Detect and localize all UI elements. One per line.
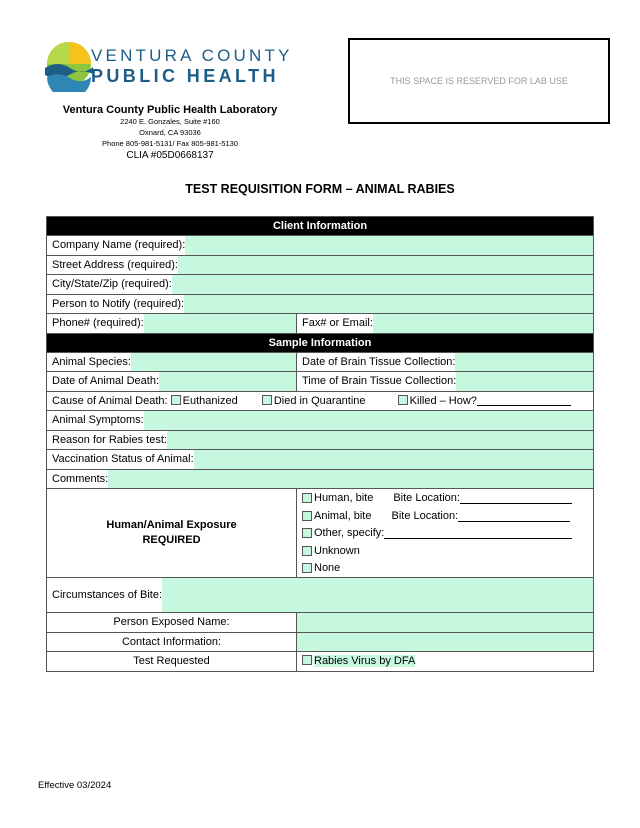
other-specify-field[interactable] <box>384 527 572 539</box>
killed-checkbox[interactable] <box>398 395 408 405</box>
none-label: None <box>314 562 341 574</box>
logo-emblem-icon <box>44 40 94 92</box>
rabies-dfa-label: Rabies Virus by DFA <box>314 655 416 668</box>
form-title: TEST REQUISITION FORM – ANIMAL RABIES <box>185 182 455 196</box>
reason-label: Reason for Rabies test: <box>52 433 167 446</box>
circumstances-label: Circumstances of Bite: <box>52 589 163 601</box>
test-option-cell <box>297 652 594 672</box>
symptoms-field[interactable] <box>144 411 593 430</box>
fax-field[interactable] <box>373 314 593 333</box>
lab-use-box <box>348 38 610 124</box>
death-date-field[interactable] <box>159 372 296 391</box>
symptoms-label: Animal Symptoms: <box>52 414 144 427</box>
exposure-options <box>297 489 594 578</box>
animal-bite-label: Animal, bite <box>314 509 372 522</box>
clia-number: CLIA #05D0668137 <box>126 150 214 161</box>
exposure-required: REQUIRED <box>142 534 201 546</box>
phone-label: Phone# (required): <box>52 317 144 330</box>
fax-label: Fax# or Email: <box>302 317 373 330</box>
sample-info-heading: Sample Information <box>47 333 594 352</box>
city-label: City/State/Zip (required): <box>52 278 172 291</box>
requisition-table <box>46 216 594 672</box>
contact-label: Contact Information: <box>47 632 297 652</box>
euthanized-label: Euthanized <box>182 395 238 408</box>
quarantine-checkbox[interactable] <box>262 395 272 405</box>
other-label: Other, specify: <box>314 527 385 539</box>
vaccination-field[interactable] <box>194 450 593 469</box>
human-bite-location-label: Bite Location: <box>393 492 460 504</box>
brain-time-label: Time of Brain Tissue Collection: <box>302 375 457 388</box>
human-bite-label: Human, bite <box>314 492 374 504</box>
circumstances-field[interactable] <box>162 578 593 612</box>
exposure-title-cell <box>47 489 297 578</box>
person-field[interactable] <box>184 295 593 314</box>
killed-label: Killed – How? <box>409 395 477 408</box>
contact-field[interactable] <box>297 632 594 652</box>
phone-fax: Phone 805-981-5131/ Fax 805-981-5130 <box>102 139 238 148</box>
comments-field[interactable] <box>108 470 593 489</box>
human-bite-location-field[interactable] <box>460 492 572 504</box>
animal-bite-location-field[interactable] <box>458 510 570 522</box>
lab-name: Ventura County Public Health Laboratory <box>62 104 278 116</box>
death-date-label: Date of Animal Death: <box>52 375 160 388</box>
phone-field[interactable] <box>144 314 296 333</box>
brain-time-field[interactable] <box>456 372 593 391</box>
species-field[interactable] <box>131 353 296 372</box>
brain-date-field[interactable] <box>455 353 593 372</box>
logo-line1: VENTURA COUNTY <box>91 46 293 65</box>
rabies-dfa-checkbox[interactable] <box>302 655 312 665</box>
reason-field[interactable] <box>167 431 593 450</box>
effective-date: Effective 03/2024 <box>38 780 112 791</box>
quarantine-label: Died in Quarantine <box>273 395 366 408</box>
animal-bite-location-label: Bite Location: <box>391 509 459 522</box>
test-requested-label: Test Requested <box>47 652 297 672</box>
address-line1: 2240 E. Gonzales, Suite #160 <box>120 117 220 126</box>
animal-bite-checkbox[interactable] <box>302 511 312 521</box>
unknown-checkbox[interactable] <box>302 546 312 556</box>
logo-line2: PUBLIC HEALTH <box>91 66 279 86</box>
human-bite-checkbox[interactable] <box>302 493 312 503</box>
cause-label: Cause of Animal Death: <box>52 395 168 408</box>
lab-use-text: THIS SPACE IS RESERVED FOR LAB USE <box>390 76 568 86</box>
street-label: Street Address (required): <box>52 258 178 271</box>
person-exposed-field[interactable] <box>297 613 594 633</box>
species-label: Animal Species: <box>52 355 131 368</box>
company-label: Company Name (required): <box>52 239 186 252</box>
none-checkbox[interactable] <box>302 563 312 573</box>
exposure-title: Human/Animal Exposure <box>106 519 237 531</box>
unknown-label: Unknown <box>314 544 360 557</box>
person-exposed-label: Person Exposed Name: <box>47 613 297 633</box>
cause-row <box>47 391 594 411</box>
company-field[interactable] <box>185 236 593 255</box>
comments-label: Comments: <box>52 472 109 485</box>
other-checkbox[interactable] <box>302 528 312 538</box>
street-field[interactable] <box>178 256 593 275</box>
address-line2: Oxnard, CA 93036 <box>139 128 201 137</box>
person-label: Person to Notify (required): <box>52 297 185 310</box>
killed-how-field[interactable] <box>477 394 571 406</box>
city-field[interactable] <box>172 275 593 294</box>
euthanized-checkbox[interactable] <box>171 395 181 405</box>
client-info-heading: Client Information <box>47 217 594 236</box>
vaccination-label: Vaccination Status of Animal: <box>52 453 194 466</box>
brain-date-label: Date of Brain Tissue Collection: <box>302 355 456 368</box>
